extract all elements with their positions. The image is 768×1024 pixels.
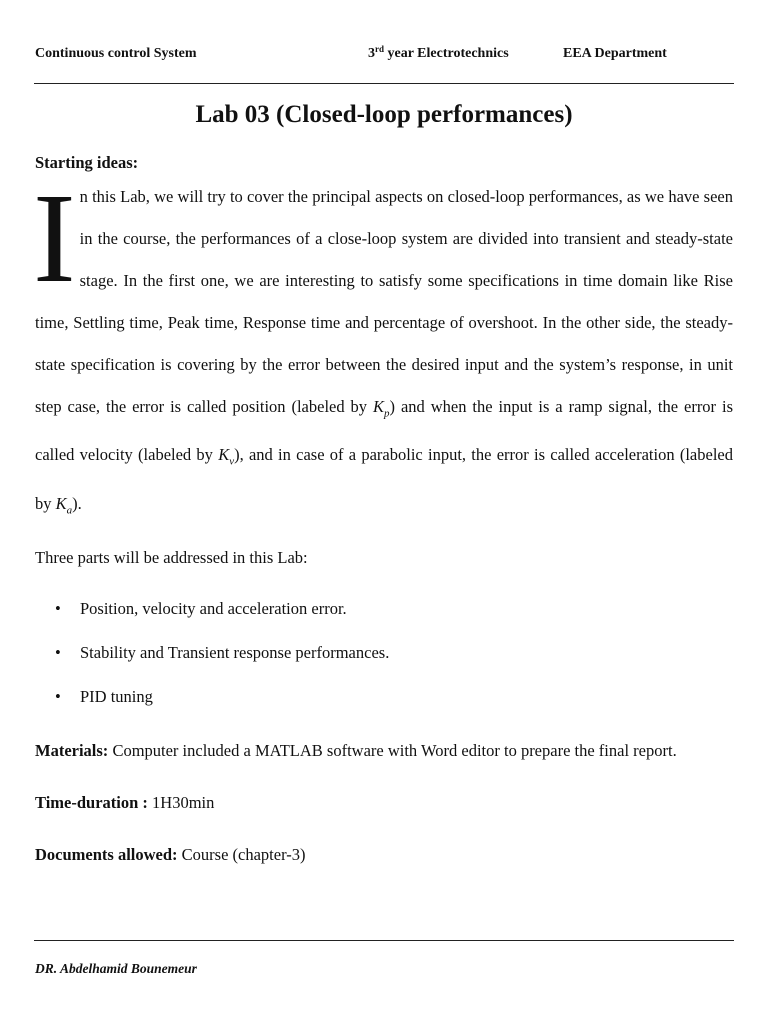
kv-base: K bbox=[218, 445, 230, 465]
kv-symbol bbox=[218, 445, 235, 468]
intro-text-4: ). bbox=[72, 493, 82, 513]
header-year-number: 3 bbox=[368, 46, 375, 61]
header-department: EEA Department bbox=[563, 46, 667, 61]
documents-label: Documents allowed: bbox=[35, 844, 178, 864]
materials-label: Materials: bbox=[35, 740, 109, 760]
parts-list bbox=[35, 587, 733, 719]
ka-symbol bbox=[55, 493, 73, 516]
footer-author: DR. Abdelhamid Bounemeur bbox=[35, 961, 197, 976]
starting-ideas-label: Starting ideas: bbox=[35, 153, 139, 172]
footer-divider bbox=[34, 940, 734, 941]
page-title: Lab 03 (Closed-loop performances) bbox=[195, 101, 573, 128]
list-item bbox=[35, 675, 733, 719]
document-body bbox=[35, 150, 733, 881]
bullet-icon: • bbox=[55, 598, 61, 618]
list-item bbox=[35, 587, 733, 631]
materials-line bbox=[35, 725, 733, 777]
ka-base: K bbox=[55, 493, 67, 513]
ka-subscript: a bbox=[66, 503, 73, 516]
header-year-text: year Electrotechnics bbox=[384, 46, 509, 61]
kp-symbol bbox=[373, 397, 390, 420]
time-duration-label: Time-duration : bbox=[35, 792, 148, 812]
list-item-text: PID tuning bbox=[80, 686, 153, 706]
list-item-text: Stability and Transient response performances. bbox=[80, 642, 390, 662]
documents-value: Course (chapter-3) bbox=[177, 844, 306, 864]
list-item bbox=[35, 631, 733, 675]
header-year bbox=[368, 46, 509, 62]
materials-value: Computer included a MATLAB software with Word editor to prepare the final report. bbox=[108, 740, 677, 760]
time-duration-line bbox=[35, 777, 733, 829]
intro-paragraph bbox=[33, 167, 734, 531]
kp-base: K bbox=[373, 397, 385, 416]
header-divider bbox=[34, 83, 734, 84]
parts-intro: Three parts will be addressed in this Lab: bbox=[35, 547, 308, 567]
header-course: Continuous control System bbox=[35, 46, 197, 61]
page-header bbox=[35, 46, 734, 68]
kp-subscript: p bbox=[384, 407, 390, 420]
intro-text-2: ) and when the input is a ramp signal, the error is called velocity (labeled by bbox=[35, 397, 734, 465]
list-item-text: Position, velocity and acceleration error. bbox=[80, 598, 347, 618]
time-duration-value: 1H30min bbox=[147, 792, 215, 812]
documents-line bbox=[35, 829, 733, 881]
header-year-suffix: rd bbox=[375, 44, 384, 54]
kv-subscript: v bbox=[229, 455, 235, 468]
bullet-icon: • bbox=[55, 642, 61, 662]
intro-text-1: n this Lab, we will try to cover the principal aspects on closed-loop performances, as we have seen in the course, the performances of a close-loop system are divided into transient and steady-state stage. In the first one, we are interesting to satisfy some specifications in time domain like Rise time, Settling time, Peak time, Response time and percentage of overshoot. In the other side, the steady-state specification is covering by the error between the desired input and the system’s response, in unit step case, the error is called position (labeled by bbox=[35, 187, 733, 416]
intro-text-3: ), and in case of a parabolic input, the error is called acceleration (labeled by bbox=[35, 445, 733, 513]
bullet-icon: • bbox=[55, 686, 61, 706]
drop-cap: I bbox=[33, 167, 76, 309]
